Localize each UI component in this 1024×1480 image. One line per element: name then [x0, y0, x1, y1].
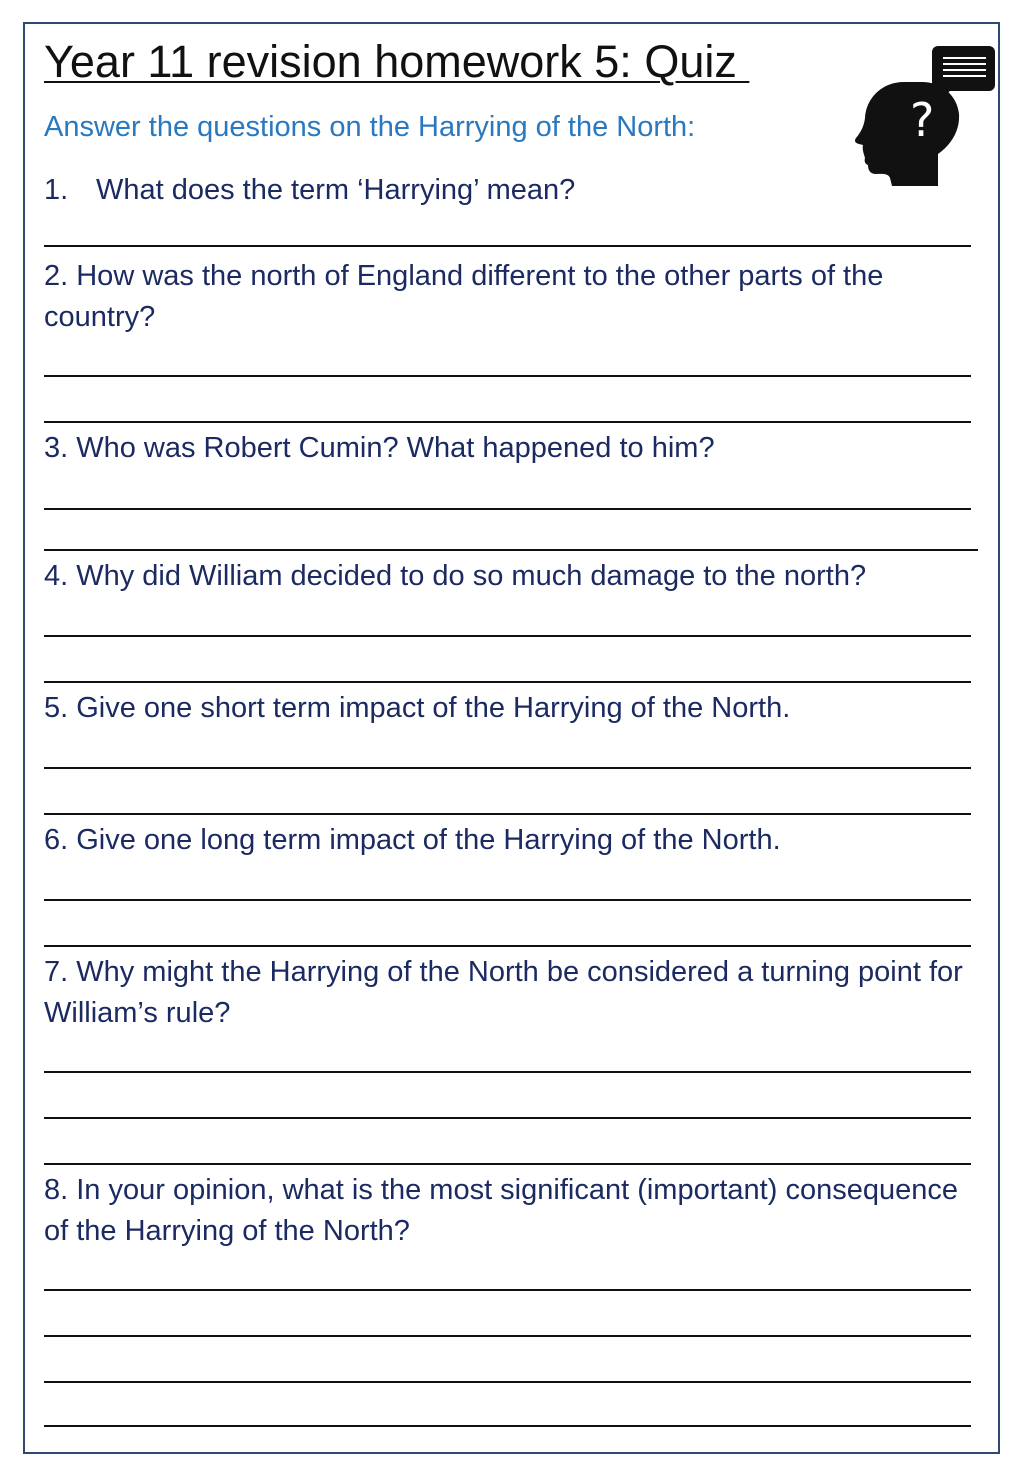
answer-line[interactable]: [44, 549, 978, 551]
question-5: 5. Give one short term impact of the Harrying of the North.: [44, 692, 791, 724]
answer-line[interactable]: [44, 945, 971, 947]
answer-line[interactable]: [44, 1163, 971, 1165]
instructions-text: Answer the questions on the Harrying of the North:: [44, 111, 696, 143]
question-7: 7. Why might the Harrying of the North be considered a turning point for William’s rule?: [44, 956, 963, 1029]
question-text: What does the term ‘Harrying’ mean?: [96, 174, 576, 206]
answer-line[interactable]: [44, 375, 971, 377]
answer-line[interactable]: [44, 899, 971, 901]
answer-line[interactable]: [44, 421, 971, 423]
question-6: 6. Give one long term impact of the Harrying of the North.: [44, 824, 781, 856]
answer-line[interactable]: [44, 1335, 971, 1337]
question-2: 2. How was the north of England different to the other parts of the country?: [44, 260, 884, 333]
answer-line[interactable]: [44, 1117, 971, 1119]
question-1: [44, 170, 974, 211]
answer-line[interactable]: [44, 681, 971, 683]
answer-line[interactable]: [44, 508, 971, 510]
head-question-icon: [852, 44, 998, 190]
page-title: Year 11 revision homework 5: Quiz: [44, 36, 750, 87]
answer-line[interactable]: [44, 1289, 971, 1291]
answer-line[interactable]: [44, 813, 971, 815]
answer-line[interactable]: [44, 245, 971, 247]
answer-line[interactable]: [44, 1381, 971, 1383]
answer-line[interactable]: [44, 1071, 971, 1073]
question-3: 3. Who was Robert Cumin? What happened to him?: [44, 432, 715, 464]
question-4: 4. Why did William decided to do so much damage to the north?: [44, 560, 867, 592]
question-8: 8. In your opinion, what is the most significant (important) consequence of the Harrying of the North?: [44, 1174, 958, 1247]
svg-text:?: ?: [910, 93, 935, 147]
answer-line[interactable]: [44, 767, 971, 769]
answer-line[interactable]: [44, 1425, 971, 1427]
question-number: 1.: [44, 174, 69, 206]
answer-line[interactable]: [44, 635, 971, 637]
